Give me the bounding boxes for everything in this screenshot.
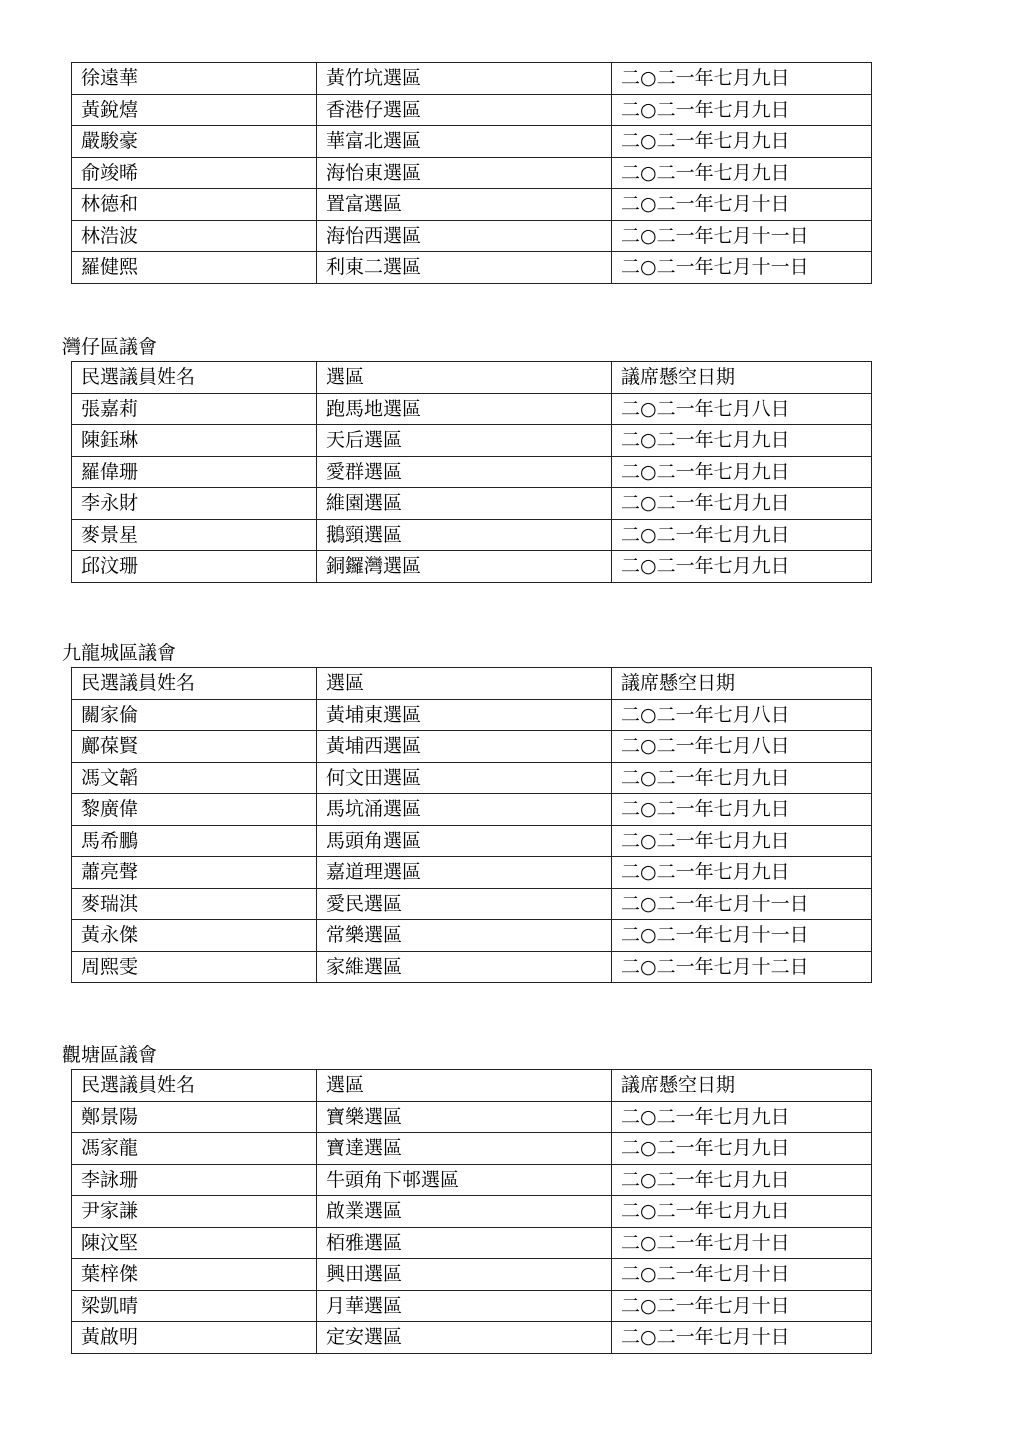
table-body: [72, 393, 872, 582]
member-name: 徐遠華: [72, 63, 317, 95]
constituency: 家維選區: [317, 951, 612, 983]
roster-table: [71, 1069, 872, 1354]
member-name: 林德和: [72, 189, 317, 221]
member-name: 尹家謙: [72, 1196, 317, 1228]
vacancy-date: 二○二一年七月九日: [612, 551, 872, 583]
member-name: 蕭亮聲: [72, 857, 317, 889]
table-row: [72, 519, 872, 551]
vacancy-date: 二○二一年七月十日: [612, 1259, 872, 1291]
table-row: [72, 456, 872, 488]
vacancy-date: 二○二一年七月九日: [612, 94, 872, 126]
table-row: [72, 825, 872, 857]
roster-table: [71, 667, 872, 983]
vacancy-date: 二○二一年七月九日: [612, 519, 872, 551]
section-title: 觀塘區議會: [62, 1044, 158, 1066]
table-row: [72, 126, 872, 158]
table-row: [72, 425, 872, 457]
constituency: 利東二選區: [317, 252, 612, 284]
table-row: [72, 1259, 872, 1291]
column-header-constituency: 選區: [317, 1070, 612, 1102]
member-name: 黃永傑: [72, 920, 317, 952]
constituency: 啟業選區: [317, 1196, 612, 1228]
column-header-name: 民選議員姓名: [72, 362, 317, 394]
member-name: 麥瑞淇: [72, 888, 317, 920]
vacancy-date: 二○二一年七月九日: [612, 825, 872, 857]
vacancy-date: 二○二一年七月十一日: [612, 252, 872, 284]
constituency: 月華選區: [317, 1290, 612, 1322]
constituency: 定安選區: [317, 1322, 612, 1354]
table-row: [72, 220, 872, 252]
vacancy-date: 二○二一年七月九日: [612, 425, 872, 457]
member-name: 羅偉珊: [72, 456, 317, 488]
column-header-vacancy-date: 議席懸空日期: [612, 1070, 872, 1102]
constituency: 常樂選區: [317, 920, 612, 952]
constituency: 跑馬地選區: [317, 393, 612, 425]
constituency: 銅鑼灣選區: [317, 551, 612, 583]
vacancy-date: 二○二一年七月九日: [612, 1101, 872, 1133]
vacancy-date: 二○二一年七月十日: [612, 1290, 872, 1322]
table-row: [72, 699, 872, 731]
table-row: [72, 157, 872, 189]
member-name: 馮家龍: [72, 1133, 317, 1165]
constituency: 嘉道理選區: [317, 857, 612, 889]
table-body: [72, 699, 872, 983]
table-body: [72, 1101, 872, 1353]
table-header-row: [72, 362, 872, 394]
vacancy-date: 二○二一年七月八日: [612, 393, 872, 425]
table-row: [72, 794, 872, 826]
vacancy-date: 二○二一年七月十日: [612, 1227, 872, 1259]
constituency: 愛群選區: [317, 456, 612, 488]
table-row: [72, 1164, 872, 1196]
table-row: [72, 488, 872, 520]
section-title: 九龍城區議會: [62, 642, 177, 664]
table-row: [72, 252, 872, 284]
member-name: 邱汶珊: [72, 551, 317, 583]
table-row: [72, 951, 872, 983]
vacancy-date: 二○二一年七月九日: [612, 63, 872, 95]
table-row: [72, 1196, 872, 1228]
table-row: [72, 1227, 872, 1259]
vacancy-date: 二○二一年七月九日: [612, 1196, 872, 1228]
table-header-row: [72, 668, 872, 700]
column-header-name: 民選議員姓名: [72, 1070, 317, 1102]
vacancy-date: 二○二一年七月九日: [612, 857, 872, 889]
constituency: 華富北選區: [317, 126, 612, 158]
constituency: 鵝頸選區: [317, 519, 612, 551]
member-name: 李詠珊: [72, 1164, 317, 1196]
table-row: [72, 857, 872, 889]
vacancy-date: 二○二一年七月十一日: [612, 220, 872, 252]
constituency: 黃竹坑選區: [317, 63, 612, 95]
member-name: 俞竣晞: [72, 157, 317, 189]
member-name: 馬希鵬: [72, 825, 317, 857]
column-header-vacancy-date: 議席懸空日期: [612, 362, 872, 394]
constituency: 海怡東選區: [317, 157, 612, 189]
constituency: 海怡西選區: [317, 220, 612, 252]
table-row: [72, 731, 872, 763]
constituency: 馬頭角選區: [317, 825, 612, 857]
vacancy-date: 二○二一年七月十日: [612, 1322, 872, 1354]
constituency: 天后選區: [317, 425, 612, 457]
member-name: 李永財: [72, 488, 317, 520]
section-title: 灣仔區議會: [62, 336, 158, 358]
member-name: 麥景星: [72, 519, 317, 551]
constituency: 興田選區: [317, 1259, 612, 1291]
column-header-constituency: 選區: [317, 668, 612, 700]
vacancy-date: 二○二一年七月九日: [612, 488, 872, 520]
table-row: [72, 888, 872, 920]
constituency: 黃埔東選區: [317, 699, 612, 731]
table-body: [72, 63, 872, 284]
constituency: 愛民選區: [317, 888, 612, 920]
member-name: 鄭景陽: [72, 1101, 317, 1133]
vacancy-date: 二○二一年七月九日: [612, 794, 872, 826]
constituency: 馬坑涌選區: [317, 794, 612, 826]
vacancy-date: 二○二一年七月九日: [612, 456, 872, 488]
constituency: 寶樂選區: [317, 1101, 612, 1133]
member-name: 羅健熙: [72, 252, 317, 284]
member-name: 黎廣偉: [72, 794, 317, 826]
table-row: [72, 1322, 872, 1354]
table-row: [72, 762, 872, 794]
column-header-constituency: 選區: [317, 362, 612, 394]
constituency: 香港仔選區: [317, 94, 612, 126]
vacancy-date: 二○二一年七月十一日: [612, 920, 872, 952]
table-row: [72, 920, 872, 952]
vacancy-date: 二○二一年七月九日: [612, 1164, 872, 1196]
vacancy-date: 二○二一年七月九日: [612, 126, 872, 158]
table-header-row: [72, 1070, 872, 1102]
member-name: 周熙雯: [72, 951, 317, 983]
vacancy-date: 二○二一年七月九日: [612, 1133, 872, 1165]
table-row: [72, 1133, 872, 1165]
vacancy-date: 二○二一年七月十日: [612, 189, 872, 221]
member-name: 嚴駿豪: [72, 126, 317, 158]
table-row: [72, 63, 872, 95]
table-row: [72, 551, 872, 583]
constituency: 維園選區: [317, 488, 612, 520]
member-name: 林浩波: [72, 220, 317, 252]
constituency: 栢雅選區: [317, 1227, 612, 1259]
table-row: [72, 393, 872, 425]
member-name: 黃銳熺: [72, 94, 317, 126]
member-name: 馮文韜: [72, 762, 317, 794]
column-header-name: 民選議員姓名: [72, 668, 317, 700]
constituency: 牛頭角下邨選區: [317, 1164, 612, 1196]
table-row: [72, 1101, 872, 1133]
member-name: 張嘉莉: [72, 393, 317, 425]
table-row: [72, 94, 872, 126]
member-name: 陳鈺琳: [72, 425, 317, 457]
constituency: 黃埔西選區: [317, 731, 612, 763]
member-name: 葉梓傑: [72, 1259, 317, 1291]
vacancy-date: 二○二一年七月九日: [612, 762, 872, 794]
member-name: 關家倫: [72, 699, 317, 731]
member-name: 梁凱晴: [72, 1290, 317, 1322]
constituency: 置富選區: [317, 189, 612, 221]
member-name: 鄺葆賢: [72, 731, 317, 763]
table-row: [72, 1290, 872, 1322]
member-name: 黃啟明: [72, 1322, 317, 1354]
constituency: 何文田選區: [317, 762, 612, 794]
vacancy-date: 二○二一年七月十一日: [612, 888, 872, 920]
column-header-vacancy-date: 議席懸空日期: [612, 668, 872, 700]
vacancy-date: 二○二一年七月九日: [612, 157, 872, 189]
roster-table: [71, 62, 872, 284]
vacancy-date: 二○二一年七月八日: [612, 731, 872, 763]
constituency: 寶達選區: [317, 1133, 612, 1165]
roster-table: [71, 361, 872, 583]
member-name: 陳汶堅: [72, 1227, 317, 1259]
vacancy-date: 二○二一年七月十二日: [612, 951, 872, 983]
table-row: [72, 189, 872, 221]
vacancy-date: 二○二一年七月八日: [612, 699, 872, 731]
